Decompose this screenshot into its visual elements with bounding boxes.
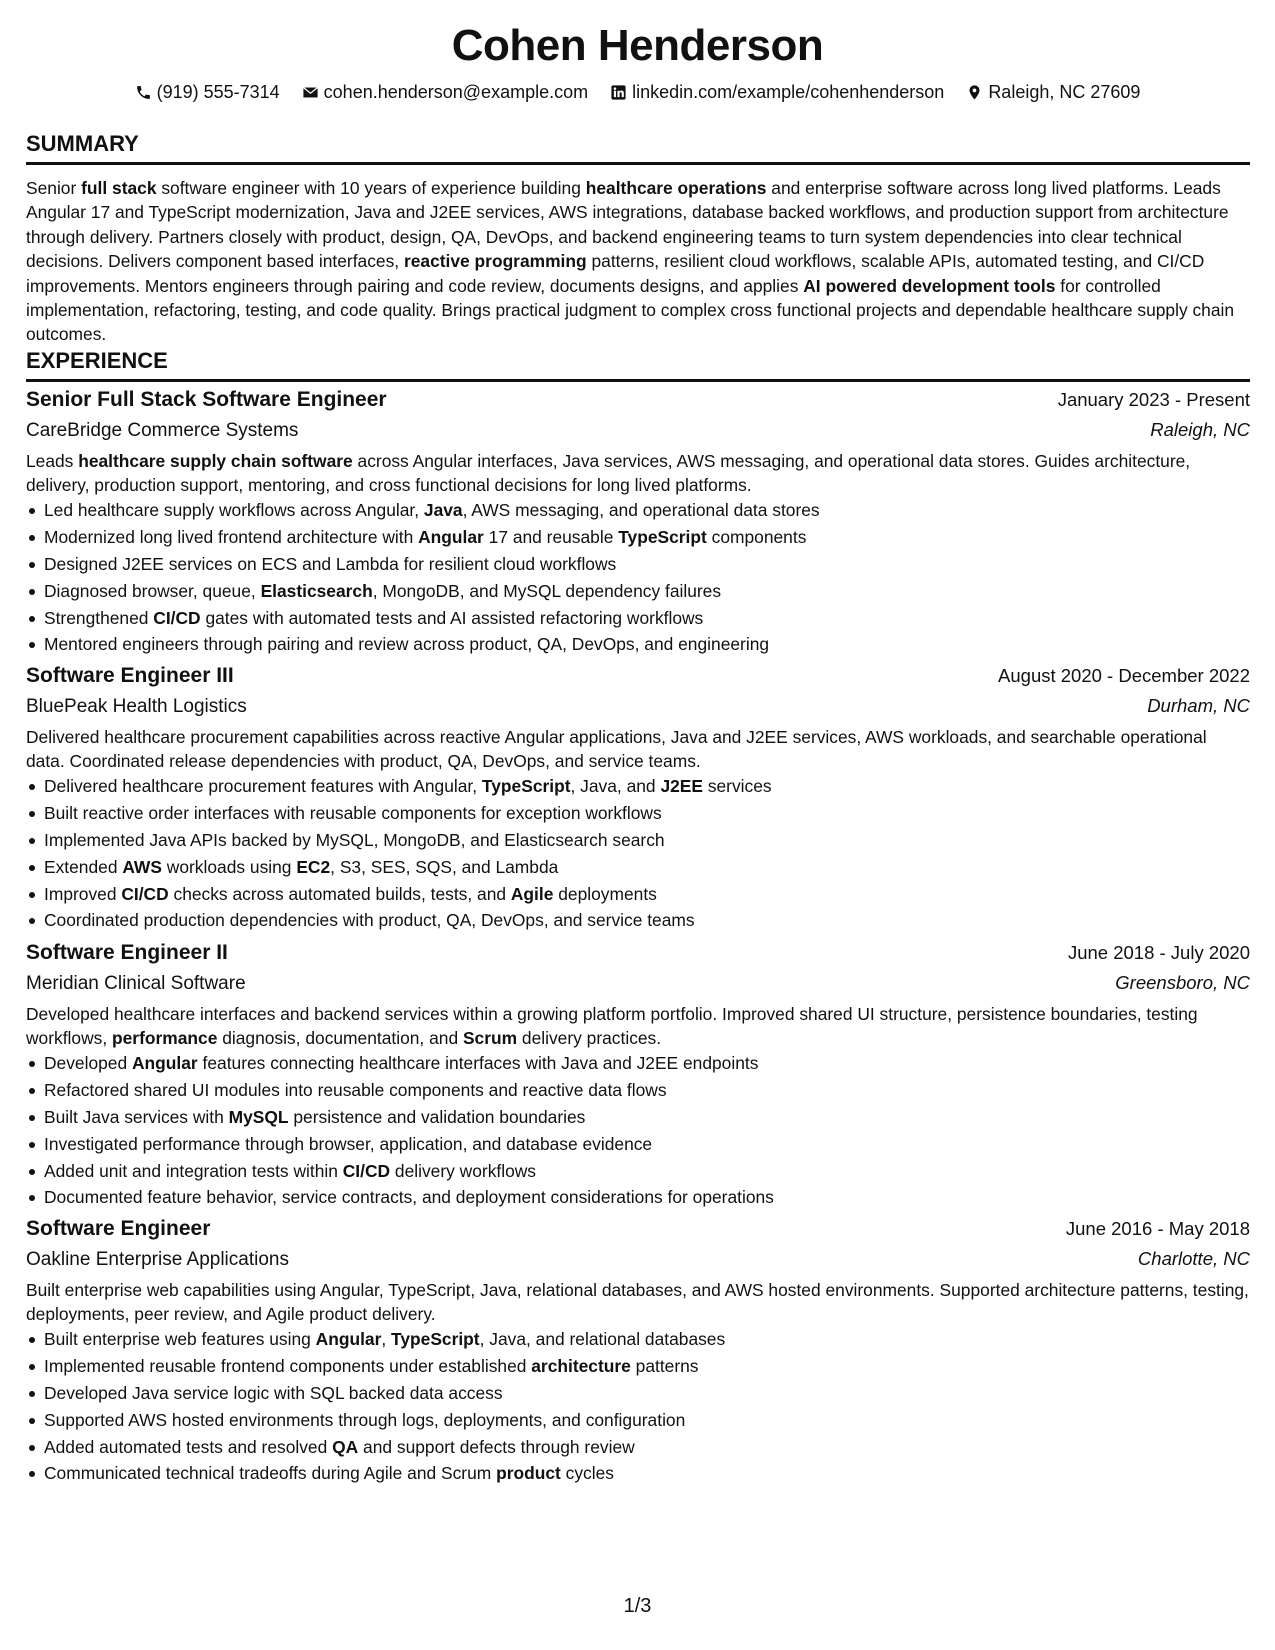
job-location: Durham, NC: [1147, 695, 1250, 716]
text-run: Built Java services with: [44, 1107, 229, 1127]
bullet-item: [26, 524, 1250, 551]
bullet-item: [26, 1460, 1250, 1487]
text-run: delivery workflows: [390, 1160, 537, 1181]
location-text: Raleigh, NC 27609: [988, 82, 1141, 102]
text-run: ,: [381, 1329, 392, 1350]
contact-location: [966, 78, 1140, 106]
text-run: Delivered healthcare procurement capabilities across reactive Angular applications, Java and J2EE services, AWS workloads, and searchable operational data. Coordinated release dependencies with product, QA, DevOps, and service teams.: [26, 727, 1207, 772]
bullet-item: [26, 907, 1250, 934]
text-run: Delivered healthcare procurement features with Angular,: [44, 776, 482, 797]
job-description: [26, 1278, 1250, 1326]
text-run: Added unit and integration tests within: [44, 1160, 343, 1181]
text-run: , AWS messaging, and operational data stores: [462, 500, 820, 521]
bold-keyword: TypeScript: [481, 776, 571, 797]
text-run: delivery practices.: [517, 1028, 662, 1049]
candidate-name: Cohen Henderson: [451, 21, 824, 70]
job-entry: [26, 938, 1250, 1211]
bold-keyword: performance: [112, 1028, 218, 1049]
job-dates: June 2018 - July 2020: [1067, 942, 1250, 963]
job-company-row: [26, 968, 1250, 999]
company-name: Oakline Enterprise Applications: [26, 1249, 289, 1270]
text-run: Led healthcare supply workflows across Angular,: [44, 500, 424, 521]
job-company-row: [26, 691, 1250, 722]
job-title: Senior Full Stack Software Engineer: [26, 388, 387, 411]
text-run: Developed Java service logic with SQL backed data access: [44, 1383, 503, 1403]
summary-text: [26, 176, 1248, 347]
bold-keyword: QA: [332, 1436, 359, 1457]
text-run: Supported AWS hosted environments through logs, deployments, and configuration: [44, 1409, 686, 1430]
page-number: 1/3: [623, 1595, 652, 1617]
job-header-row: [26, 385, 1250, 415]
job-header-row: [26, 1214, 1250, 1244]
bullet-item: [26, 827, 1250, 854]
company-name: Meridian Clinical Software: [26, 973, 246, 994]
company-name: CareBridge Commerce Systems: [26, 420, 299, 441]
text-run: deployments: [553, 883, 657, 904]
bold-keyword: EC2: [296, 856, 331, 877]
text-run: gates with automated tests and AI assisted refactoring workflows: [200, 607, 704, 628]
bold-keyword: CI/CD: [121, 883, 169, 904]
text-run: , Java, and: [570, 776, 661, 797]
job-title: Software Engineer: [26, 1217, 211, 1240]
bullet-item: [26, 1326, 1250, 1353]
bold-keyword: CI/CD: [342, 1160, 391, 1181]
job-header-row: [26, 661, 1250, 691]
bold-keyword: J2EE: [660, 776, 703, 797]
text-run: Developed healthcare interfaces and backend services within a growing platform portfolio. Improved shared UI structure, persistence boundaries, testing workflows,: [26, 1004, 1198, 1049]
email-text: cohen.henderson@example.com: [323, 82, 589, 102]
bold-keyword: Angular: [315, 1329, 382, 1350]
summary-heading: SUMMARY: [26, 130, 1250, 165]
bullet-item: [26, 551, 1250, 578]
bullet-item: [26, 1077, 1250, 1104]
text-run: Implemented Java APIs backed by MySQL, MongoDB, and Elasticsearch search: [44, 830, 665, 850]
text-run: software engineer with 10 years of experience building: [156, 178, 586, 198]
bullet-item: [26, 1407, 1250, 1434]
bold-keyword: Scrum: [462, 1028, 518, 1049]
bold-keyword: MySQL: [228, 1107, 289, 1127]
job-description: [26, 449, 1250, 497]
text-run: workloads using: [161, 856, 297, 877]
text-run: across Angular interfaces, Java services, AWS messaging, and operational data stores. Guides architecture, delivery, production support, mentoring, and cross functional decisions for long lived platforms.: [26, 451, 1191, 496]
job-dates: June 2016 - May 2018: [1065, 1218, 1250, 1239]
job-header-row: [26, 938, 1250, 968]
text-run: 17 and reusable: [483, 527, 619, 548]
phone-icon: [135, 84, 152, 101]
text-run: , S3, SES, SQS, and Lambda: [330, 856, 559, 877]
bullet-list: [26, 1050, 1250, 1211]
text-run: Designed J2EE services on ECS and Lambda for resilient cloud workflows: [44, 554, 617, 574]
bullet-item: [26, 1050, 1250, 1077]
text-run: Leads: [26, 451, 79, 471]
job-entry: [26, 1214, 1250, 1487]
bullet-item: [26, 1184, 1250, 1211]
job-location: Greensboro, NC: [1115, 972, 1250, 993]
text-run: Modernized long lived frontend architecture with: [44, 527, 419, 548]
bullet-list: [26, 773, 1250, 934]
bold-keyword: architecture: [531, 1356, 631, 1377]
bullet-item: [26, 854, 1250, 881]
text-run: persistence and validation boundaries: [288, 1107, 586, 1127]
bold-keyword: product: [496, 1463, 561, 1484]
bold-keyword: Angular: [418, 527, 484, 548]
text-run: Communicated technical tradeoffs during Agile and Scrum: [44, 1463, 497, 1484]
company-name: BluePeak Health Logistics: [26, 696, 247, 717]
bold-keyword: healthcare operations: [585, 178, 767, 198]
linkedin-text: linkedin.com/example/cohenhenderson: [632, 82, 945, 102]
contact-bar: [0, 78, 1275, 106]
text-run: Diagnosed browser, queue,: [44, 580, 261, 601]
bullet-item: [26, 578, 1250, 605]
text-run: Developed: [44, 1053, 132, 1074]
job-title: Software Engineer III: [26, 664, 234, 687]
bold-keyword: AI powered development tools: [803, 275, 1056, 296]
bold-keyword: Elasticsearch: [260, 580, 373, 601]
text-run: diagnosis, documentation, and: [217, 1028, 463, 1049]
bold-keyword: healthcare supply chain software: [78, 451, 353, 471]
contact-phone[interactable]: [135, 78, 280, 106]
bullet-item: [26, 773, 1250, 800]
bullet-item: [26, 605, 1250, 632]
bullet-item: [26, 1131, 1250, 1158]
bold-keyword: Agile: [510, 883, 554, 904]
text-run: for controlled implementation, refactoring, testing, and code quality. Brings practical judgment to complex cross functional projects and dependable healthcare supply chain outcomes.: [26, 275, 1235, 345]
job-entry: [26, 385, 1250, 658]
text-run: services: [702, 776, 772, 797]
bold-keyword: CI/CD: [153, 607, 201, 628]
bullet-item: [26, 1353, 1250, 1380]
bullet-item: [26, 1158, 1250, 1185]
map-pin-icon: [966, 84, 983, 101]
bullet-item: [26, 881, 1250, 908]
experience-heading: EXPERIENCE: [26, 347, 1250, 382]
job-company-row: [26, 1244, 1250, 1275]
text-run: Strengthened: [44, 607, 154, 628]
job-entry: [26, 661, 1250, 934]
text-run: Mentored engineers through pairing and review across product, QA, DevOps, and engineering: [44, 634, 770, 655]
bold-keyword: AWS: [122, 856, 162, 877]
text-run: checks across automated builds, tests, and: [168, 883, 511, 904]
text-run: Senior: [26, 178, 82, 198]
bullet-item: [26, 631, 1250, 658]
text-run: , Java, and relational databases: [479, 1329, 726, 1350]
bold-keyword: Java: [423, 500, 463, 521]
bullet-item: [26, 497, 1250, 524]
bullet-item: [26, 1104, 1250, 1131]
contact-email[interactable]: [302, 78, 588, 106]
envelope-icon: [302, 84, 319, 101]
text-run: Extended: [44, 856, 123, 877]
bullet-item: [26, 800, 1250, 827]
text-run: Documented feature behavior, service contracts, and deployment considerations for operations: [44, 1187, 774, 1208]
bold-keyword: full stack: [81, 178, 157, 198]
text-run: patterns, resilient cloud workflows, scalable APIs, automated testing, and CI/CD improvements. Mentors engineers through pairing and code review, documents designs, and applies: [26, 251, 1205, 296]
bold-keyword: Angular: [131, 1053, 198, 1074]
phone-text: (919) 555-7314: [156, 82, 280, 102]
linkedin-icon: [610, 84, 627, 101]
job-dates: August 2020 - December 2022: [998, 665, 1250, 686]
text-run: patterns: [630, 1356, 699, 1377]
job-description: [26, 1002, 1250, 1050]
bold-keyword: TypeScript: [618, 527, 707, 548]
bullet-item: [26, 1380, 1250, 1407]
text-run: components: [706, 527, 807, 548]
text-run: cycles: [560, 1463, 614, 1484]
text-run: Refactored shared UI modules into reusable components and reactive data flows: [44, 1080, 667, 1101]
job-dates: January 2023 - Present: [1057, 389, 1250, 410]
job-location: Charlotte, NC: [1137, 1248, 1250, 1269]
contact-linkedin[interactable]: [610, 78, 944, 106]
bullet-list: [26, 1326, 1250, 1487]
bullet-item: [26, 1434, 1250, 1461]
job-company-row: [26, 415, 1250, 446]
job-title: Software Engineer II: [26, 941, 228, 964]
text-run: , MongoDB, and MySQL dependency failures: [372, 580, 722, 601]
text-run: Added automated tests and resolved: [44, 1436, 333, 1457]
text-run: Investigated performance through browser, application, and database evidence: [44, 1133, 653, 1154]
text-run: Built enterprise web capabilities using Angular, TypeScript, Java, relational databases, and AWS hosted environments. Supported architecture patterns, testing, deployments, peer review, and Agile product delivery.: [26, 1280, 1249, 1325]
text-run: Improved: [44, 883, 122, 904]
job-location: Raleigh, NC: [1150, 419, 1250, 440]
bullet-list: [26, 497, 1250, 658]
text-run: Coordinated production dependencies with product, QA, DevOps, and service teams: [44, 910, 695, 931]
text-run: Built enterprise web features using: [44, 1329, 316, 1350]
bold-keyword: TypeScript: [391, 1329, 480, 1350]
text-run: and enterprise software across long lived platforms. Leads Angular 17 and TypeScript modernization, Java and J2EE services, AWS integrations, database backed workflows, and production support from architecture through delivery. Partners closely with product, design, QA, DevOps, and backend engineering teams to turn system dependencies into clear technical decisions. Delivers component based interfaces,: [26, 178, 1229, 272]
text-run: Built reactive order interfaces with reusable components for exception workflows: [44, 803, 662, 824]
text-run: Implemented reusable frontend components under established: [44, 1356, 532, 1377]
text-run: and support defects through review: [358, 1436, 635, 1457]
text-run: features connecting healthcare interfaces with Java and J2EE endpoints: [197, 1053, 759, 1074]
job-description: [26, 725, 1250, 773]
bold-keyword: reactive programming: [403, 251, 587, 272]
